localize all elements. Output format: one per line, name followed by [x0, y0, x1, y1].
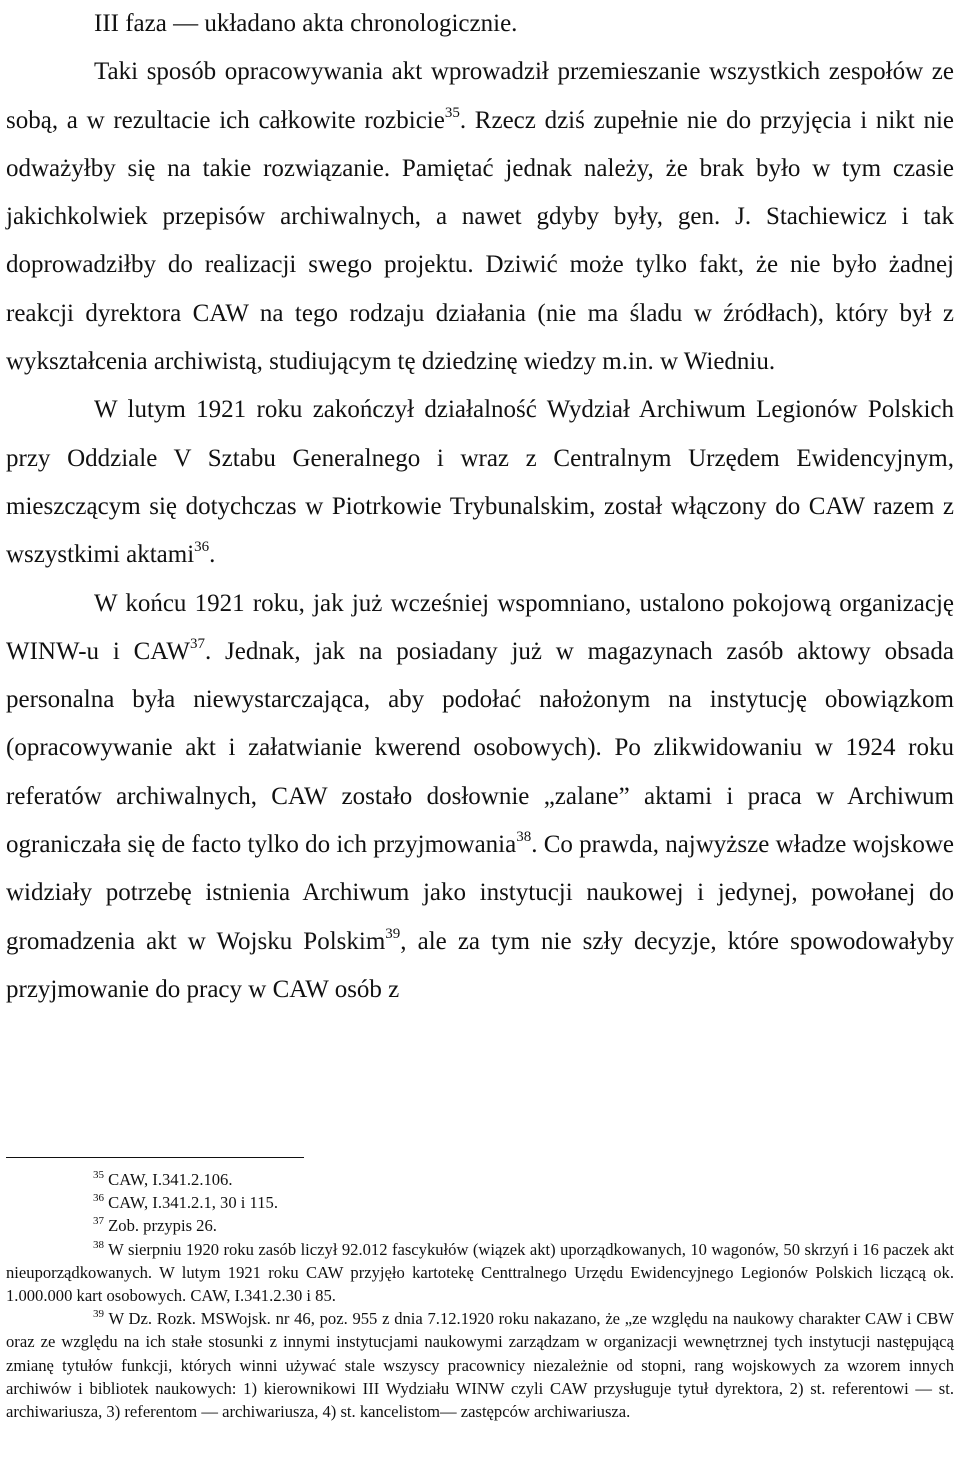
main-text — [6, 0, 954, 1014]
footnote-38 — [6, 1238, 954, 1308]
paragraph-winw-organization: W końcu 1921 roku, jak już wcześniej wspomniano, ustalono pokojową organizację WINW-u i CAW$^{37}$. Jednak, jak na posiadany już w magazynach zasób aktowy obsada personalna była niewystarczająca, aby podołać nałożonym na instytucję obowiązkom (opracowywanie akt i załatwianie kwerend osobowych). Po zlikwidowaniu w 1924 roku referatów archiwalnych, CAW zostało dosłownie „zalane” aktami i praca w Archiwum ograniczała się de facto tylko do ich przyjmowania$^{38}$. Co prawda, najwyższe władze wojskowe widziały potrzebę istnienia Archiwum jako instytucji naukowej i jedynej, powołanej do gromadzenia akt w Wojsku Polskim$^{39}$, ale za tym nie szły decyzje, które spowodowałyby przyjmowanie do pracy w CAW osób z — [6, 589, 955, 1003]
footnote-number: 39 — [93, 1308, 104, 1321]
footnote-ref-37[interactable]: 37 — [189, 635, 205, 652]
footnote-text: CAW, I.341.2.1, 30 i 115. — [104, 1193, 278, 1213]
footnote-separator — [6, 1157, 304, 1158]
footnote-number: 38 — [93, 1238, 104, 1251]
footnote-text: Zob. przypis 26. — [104, 1216, 217, 1236]
footnote-text: W sierpniu 1920 roku zasób liczył 92.012 fascykułów (wiązek akt) uporządkowanych, 10 wagonów, 50 skrzyń i 16 paczek akt nieuporządkowanych. W lutym 1921 roku CAW przyjęło kartotekę Centtralnego Urzędu Ewidencyjnego Legionów Polskich liczącą ok. 1.000.000 kart osobowych. CAW, I.341.2.30 i 85. — [6, 1239, 954, 1306]
paragraph-legion-archive: W lutym 1921 roku zakończył działalność Wydział Archiwum Legionów Polskich przy Oddziale V Sztabu Generalnego i wraz z Centralnym Urzędem Ewidencyjnym, mieszczącym się dotychczas w Piotrkowie Trybunalskim, został włączony do CAW razem z wszystkimi aktami$^{36}$. — [6, 396, 954, 569]
footnotes — [6, 1168, 954, 1423]
footnote-36 — [6, 1191, 954, 1214]
footnote-37 — [6, 1214, 954, 1237]
footnote-39 — [6, 1307, 954, 1423]
footnote-text: CAW, I.341.2.106. — [104, 1170, 233, 1189]
footnote-ref-36[interactable]: 36 — [194, 539, 210, 556]
footnote-35 — [6, 1168, 954, 1191]
footnote-number: 36 — [93, 1192, 104, 1205]
footnote-ref-38[interactable]: 38 — [516, 829, 532, 846]
footnote-ref-39[interactable]: 39 — [385, 925, 401, 942]
footnote-number: 35 — [93, 1169, 104, 1181]
footnote-ref-35[interactable]: 35 — [444, 104, 460, 121]
footnote-number: 37 — [93, 1215, 104, 1228]
footnote-text: W Dz. Rozk. MSWojsk. nr 46, poz. 955 z dnia 7.12.1920 roku nakazano, że „ze względu na naukowy charakter CAW i CBW oraz ze względu na ich stałe stosunki z innymi instytucjami naukowymi zarządzam w organizacji wewnętrznej tych instytucji następującą zmianę tytułów funkcji, których winni używać stale wszyscy pracownicy niezależnie od stopni, rang wojskowych za wzorem innych archiwów i bibliotek naukowych: 1) kierownikowi III Wydziału WINW czyli CAW przysługuje tytuł dyrektora, 2) st. referentowi — st. archiwariusza, 3) referentom — archiwariusza, 4) st. kancelistom— zastępców archiwariusza. — [6, 1309, 954, 1422]
paragraph-phase-three: III faza — układano akta chronologicznie. — [94, 10, 518, 37]
paragraph-file-arrangement: Taki sposób opracowywania akt wprowadził przemieszanie wszystkich zespołów ze sobą, a w rezultacie ich całkowite rozbicie$^{35}$. Rzecz dziś zupełnie nie do przyjęcia i nikt nie odważyłby się na takie rozwiązanie. Pamiętać jednak należy, że brak było w tym czasie jakichkolwiek przepisów archiwalnych, a nawet gdyby były, gen. J. Stachiewicz i tak doprowadziłby do realizacji swego projektu. Dziwić może tylko fakt, że nie było żadnej reakcji dyrektora CAW na tego rodzaju działania (nie ma śladu w źródłach), który był z wykształcenia archiwistą, studiującym tę dziedzinę wiedzy m.in. w Wiedniu. — [6, 58, 954, 376]
